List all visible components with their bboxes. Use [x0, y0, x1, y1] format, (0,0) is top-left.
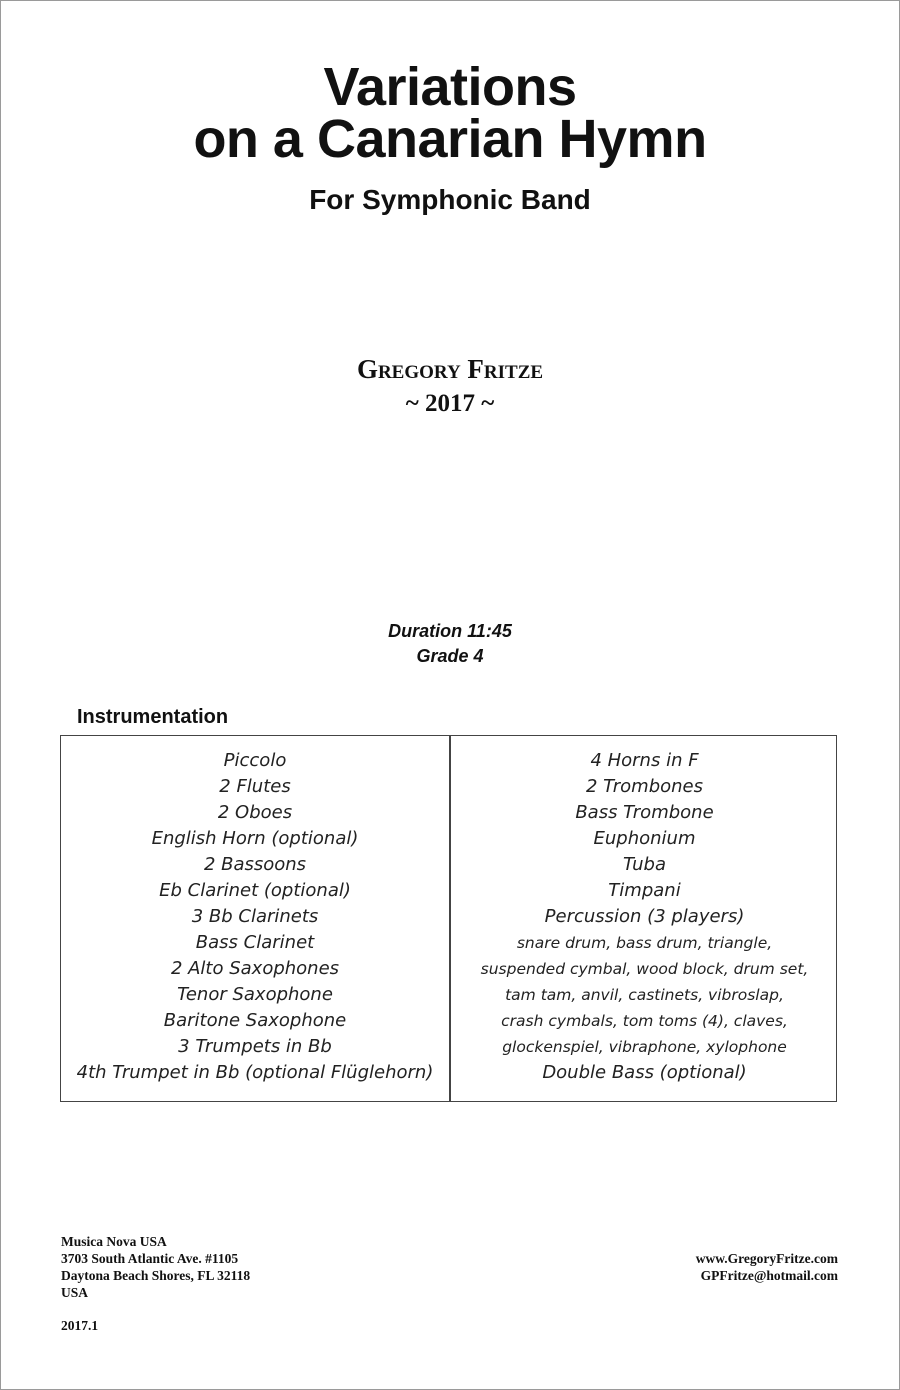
instrument-item: Bass Clarinet	[195, 932, 315, 953]
instrument-item: 3 Bb Clarinets	[191, 906, 319, 927]
instrument-item: 4th Trumpet in Bb (optional Flüglehorn)	[76, 1062, 434, 1083]
instrumentation-heading: Instrumentation	[77, 706, 229, 728]
percussion-detail: crash cymbals, tom toms (4), claves,	[501, 1012, 788, 1030]
instrument-item: Euphonium	[593, 828, 696, 849]
instrument-item: Timpani	[608, 880, 681, 901]
publisher-city: Daytona Beach Shores, FL 32118	[61, 1268, 251, 1283]
instrument-item: Tenor Saxophone	[177, 984, 333, 1005]
instrument-item: Double Bass (optional)	[542, 1062, 747, 1083]
instrument-column-left	[61, 748, 449, 1086]
publisher-name: Musica Nova USA	[61, 1234, 167, 1249]
publisher-country: USA	[61, 1285, 89, 1300]
instrument-item: 2 Alto Saxophones	[170, 958, 340, 979]
contact-info	[696, 1250, 838, 1284]
instrument-item: 4 Horns in F	[590, 750, 699, 771]
version-number: 2017.1	[61, 1318, 99, 1333]
percussion-detail: tam tam, anvil, castinets, vibroslap,	[505, 986, 784, 1004]
instrument-item: Baritone Saxophone	[163, 1010, 347, 1031]
title-line-2: on a Canarian Hymn	[193, 109, 707, 169]
instrument-item: 2 Trombones	[585, 776, 704, 797]
instrument-column-right	[451, 748, 838, 1086]
instrument-item: 2 Flutes	[219, 776, 291, 797]
instrument-item: Tuba	[622, 854, 667, 875]
instrument-item: Bass Trombone	[575, 802, 714, 823]
title-line-1: Variations	[323, 57, 577, 117]
email-link[interactable]: GPFritze@hotmail.com	[700, 1268, 838, 1283]
composition-year: ~ 2017 ~	[405, 390, 495, 417]
percussion-detail: glockenspiel, vibraphone, xylophone	[502, 1038, 787, 1056]
instrument-item: Percussion (3 players)	[544, 906, 745, 927]
instrument-item: 2 Bassoons	[203, 854, 307, 875]
instrument-item: 3 Trumpets in Bb	[178, 1036, 332, 1057]
composer-name: Gregory Fritze	[356, 354, 544, 384]
grade: Grade 4	[416, 646, 484, 666]
instrument-item: English Horn (optional)	[151, 828, 359, 849]
instrument-item: Eb Clarinet (optional)	[159, 880, 351, 901]
instrument-item: 2 Oboes	[217, 802, 293, 823]
percussion-detail: snare drum, bass drum, triangle,	[516, 934, 773, 952]
publisher-street: 3703 South Atlantic Ave. #1105	[61, 1251, 239, 1266]
instrument-item: Piccolo	[223, 750, 287, 771]
percussion-detail: suspended cymbal, wood block, drum set,	[480, 960, 809, 978]
publisher-address	[61, 1233, 250, 1301]
duration: Duration 11:45	[388, 621, 512, 641]
subtitle: For Symphonic Band	[309, 184, 591, 215]
instrumentation-table	[60, 735, 837, 1102]
website-link[interactable]: www.GregoryFritze.com	[695, 1251, 838, 1266]
